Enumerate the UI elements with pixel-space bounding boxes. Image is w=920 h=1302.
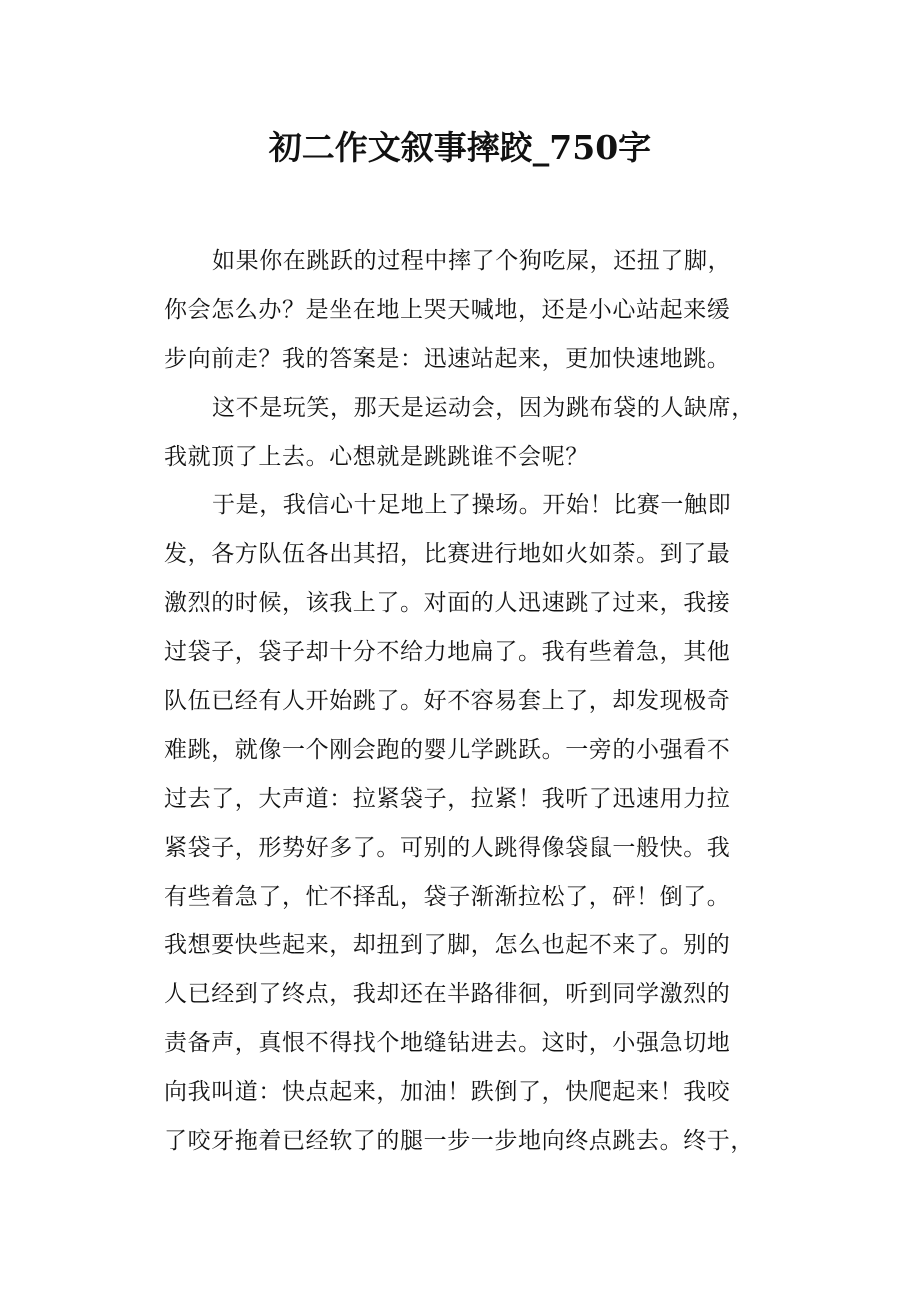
- text-line: 过袋子，袋子却十分不给力地扁了。我有些着急，其他: [164, 639, 731, 666]
- text-line: 责备声，真恨不得找个地缝钻进去。这时，小强急切地: [164, 1030, 731, 1057]
- text-line: 难跳，就像一个刚会跑的婴儿学跳跃。一旁的小强看不: [164, 736, 731, 763]
- document-title: 初二作文叙事摔跤_750字: [268, 128, 652, 167]
- text-line: 向我叫道：快点起来，加油！跌倒了，快爬起来！我咬: [164, 1079, 731, 1106]
- text-line: 人已经到了终点，我却还在半路徘徊，听到同学激烈的: [164, 981, 731, 1008]
- text-line: 激烈的时候，该我上了。对面的人迅速跳了过来，我接: [164, 590, 731, 617]
- text-line: 我就顶了上去。心想就是跳跳谁不会呢？: [164, 443, 589, 470]
- text-line: 队伍已经有人开始跳了。好不容易套上了，却发现极奇: [164, 688, 731, 715]
- text-line: 如果你在跳跃的过程中摔了个狗吃屎，还扭了脚，: [212, 248, 732, 274]
- document-body: [164, 237, 774, 1166]
- paragraph-2: [164, 384, 774, 482]
- text-line: 过去了，大声道：拉紧袋子，拉紧！我听了迅速用力拉: [164, 785, 731, 812]
- text-line: 于是，我信心十足地上了操场。开始！比赛一触即: [212, 492, 732, 519]
- text-line: 我想要快些起来，却扭到了脚，怎么也起不来了。别的: [164, 932, 731, 959]
- text-line: 这不是玩笑，那天是运动会，因为跳布袋的人缺席，: [212, 394, 755, 421]
- text-line: 有些着急了，忙不择乱，袋子渐渐拉松了，砰！倒了。: [164, 883, 731, 910]
- text-line: 步向前走？我的答案是：迅速站起来，更加快速地跳。: [164, 345, 731, 372]
- text-line: 了咬牙拖着已经软了的腿一步一步地向终点跳去。终于，: [164, 1128, 754, 1155]
- paragraph-3: [164, 481, 774, 1165]
- text-line: 你会怎么办？是坐在地上哭天喊地，还是小心站起来缓: [164, 296, 731, 323]
- paragraph-1: [164, 237, 774, 384]
- text-line: 发，各方队伍各出其招，比赛进行地如火如荼。到了最: [164, 541, 731, 568]
- text-line: 紧袋子，形势好多了。可别的人跳得像袋鼠一般快。我: [164, 834, 731, 861]
